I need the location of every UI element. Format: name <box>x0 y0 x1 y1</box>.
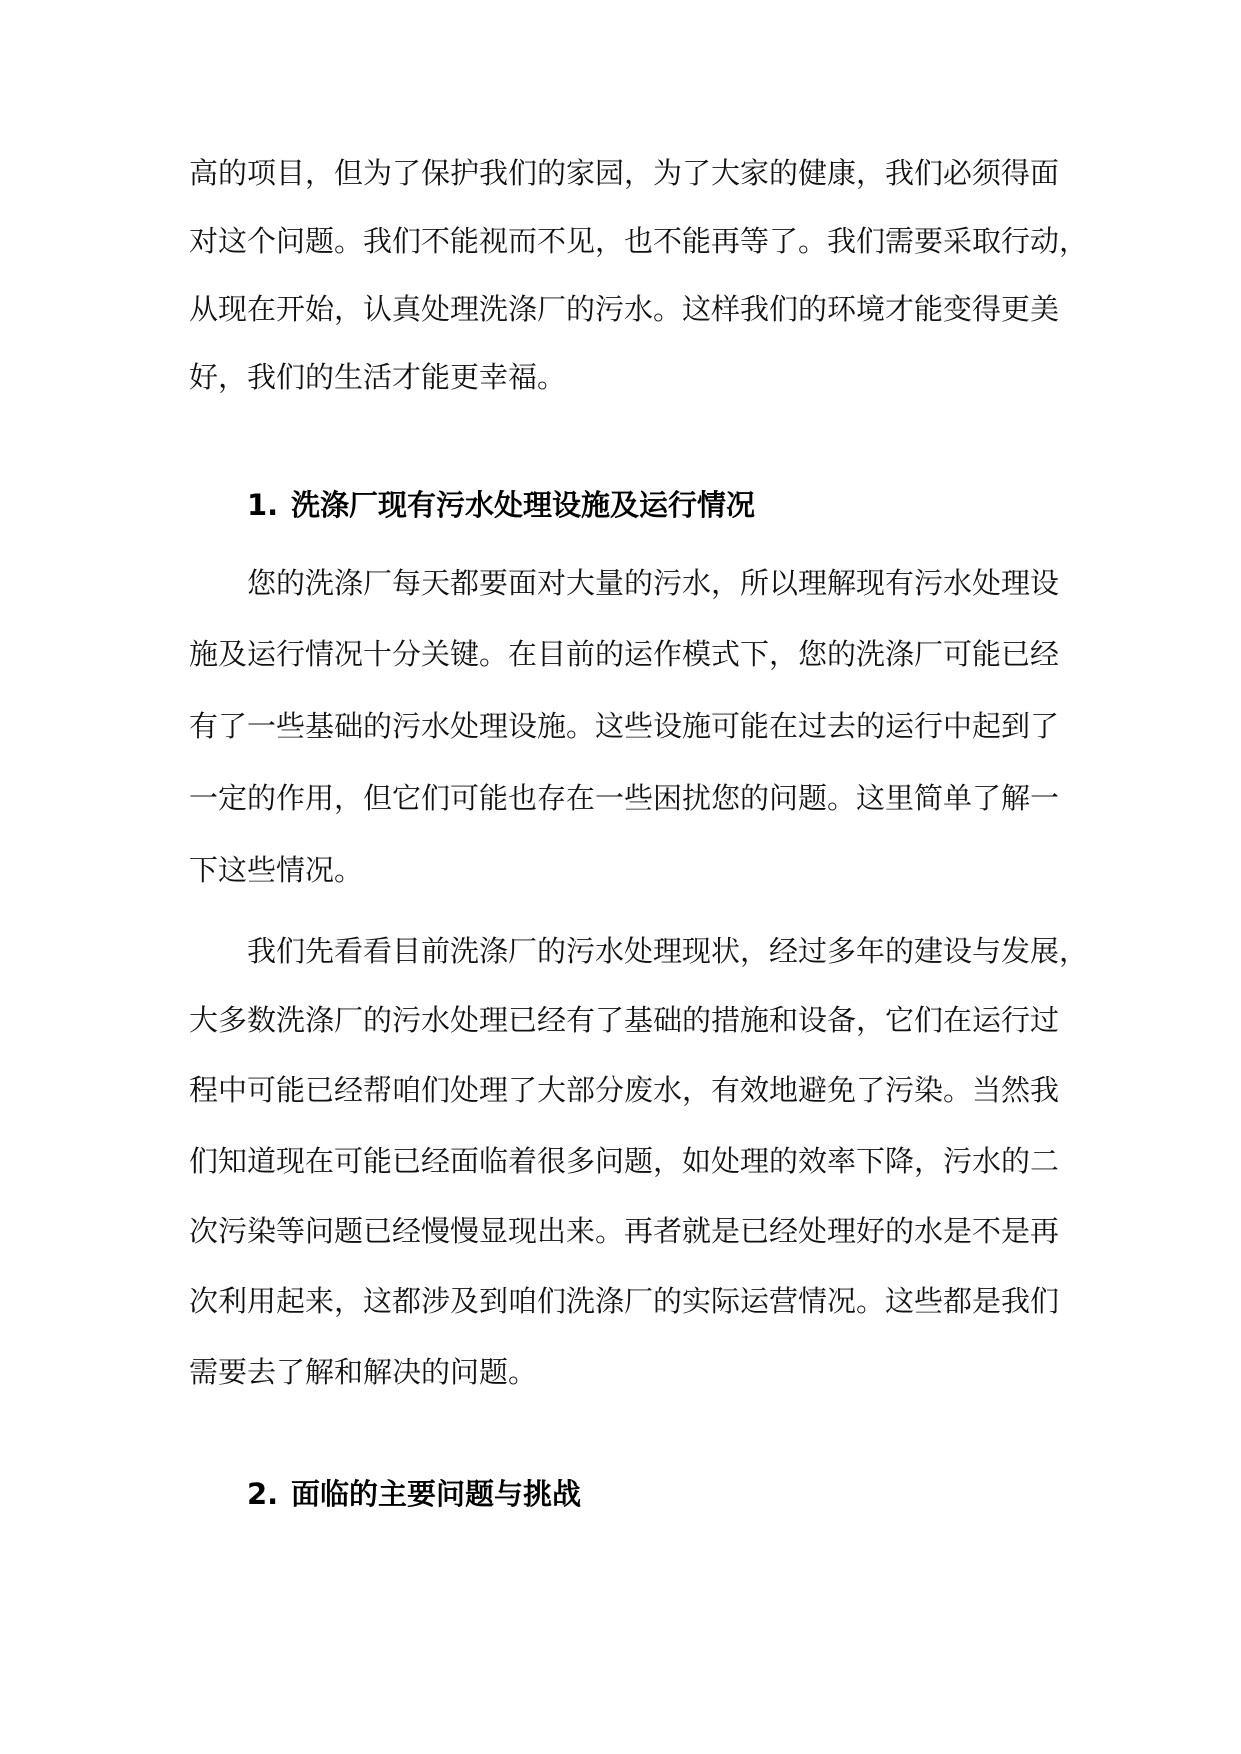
paragraph-line: 对这个问题。我们不能视而不见，也不能再等了。我们需要采取行动， <box>189 224 1089 258</box>
paragraph-line: 施及运行情况十分关键。在目前的运作模式下，您的洗涤厂可能已经 <box>189 637 1060 671</box>
paragraph-line: 好，我们的生活才能更幸福。 <box>189 360 567 394</box>
paragraph-line: 大多数洗涤厂的污水处理已经有了基础的措施和设备，它们在运行过 <box>189 1003 1060 1037</box>
paragraph-line: 程中可能已经帮咱们处理了大部分废水，有效地避免了污染。当然我 <box>189 1073 1060 1107</box>
paragraph-line: 下这些情况。 <box>189 853 364 887</box>
section-1-heading <box>247 485 755 525</box>
paragraph-line: 次污染等问题已经慢慢显现出来。再者就是已经处理好的水是不是再 <box>189 1214 1060 1248</box>
paragraph-line: 一定的作用，但它们可能也存在一些困扰您的问题。这里简单了解一 <box>189 781 1060 815</box>
section-title: 面临的主要问题与挑战 <box>291 1477 582 1511</box>
paragraph-line: 需要去了解和解决的问题。 <box>189 1355 538 1389</box>
section-number: 1. <box>247 488 279 522</box>
paragraph-line: 您的洗涤厂每天都要面对大量的污水，所以理解现有污水处理设 <box>247 566 1060 600</box>
section-title: 洗涤厂现有污水处理设施及运行情况 <box>291 488 756 522</box>
paragraph-line: 从现在开始，认真处理洗涤厂的污水。这样我们的环境才能变得更美 <box>189 292 1060 326</box>
section-number: 2. <box>247 1477 279 1511</box>
paragraph-line: 有了一些基础的污水处理设施。这些设施可能在过去的运行中起到了 <box>189 709 1060 743</box>
paragraph-line: 次利用起来，这都涉及到咱们洗涤厂的实际运营情况。这些都是我们 <box>189 1284 1060 1318</box>
paragraph-line: 我们先看看目前洗涤厂的污水处理现状，经过多年的建设与发展， <box>247 934 1089 968</box>
paragraph-line: 们知道现在可能已经面临着很多问题，如处理的效率下降，污水的二 <box>189 1144 1060 1178</box>
paragraph-line: 高的项目，但为了保护我们的家园，为了大家的健康，我们必须得面 <box>189 156 1060 190</box>
section-2-heading <box>247 1474 581 1514</box>
